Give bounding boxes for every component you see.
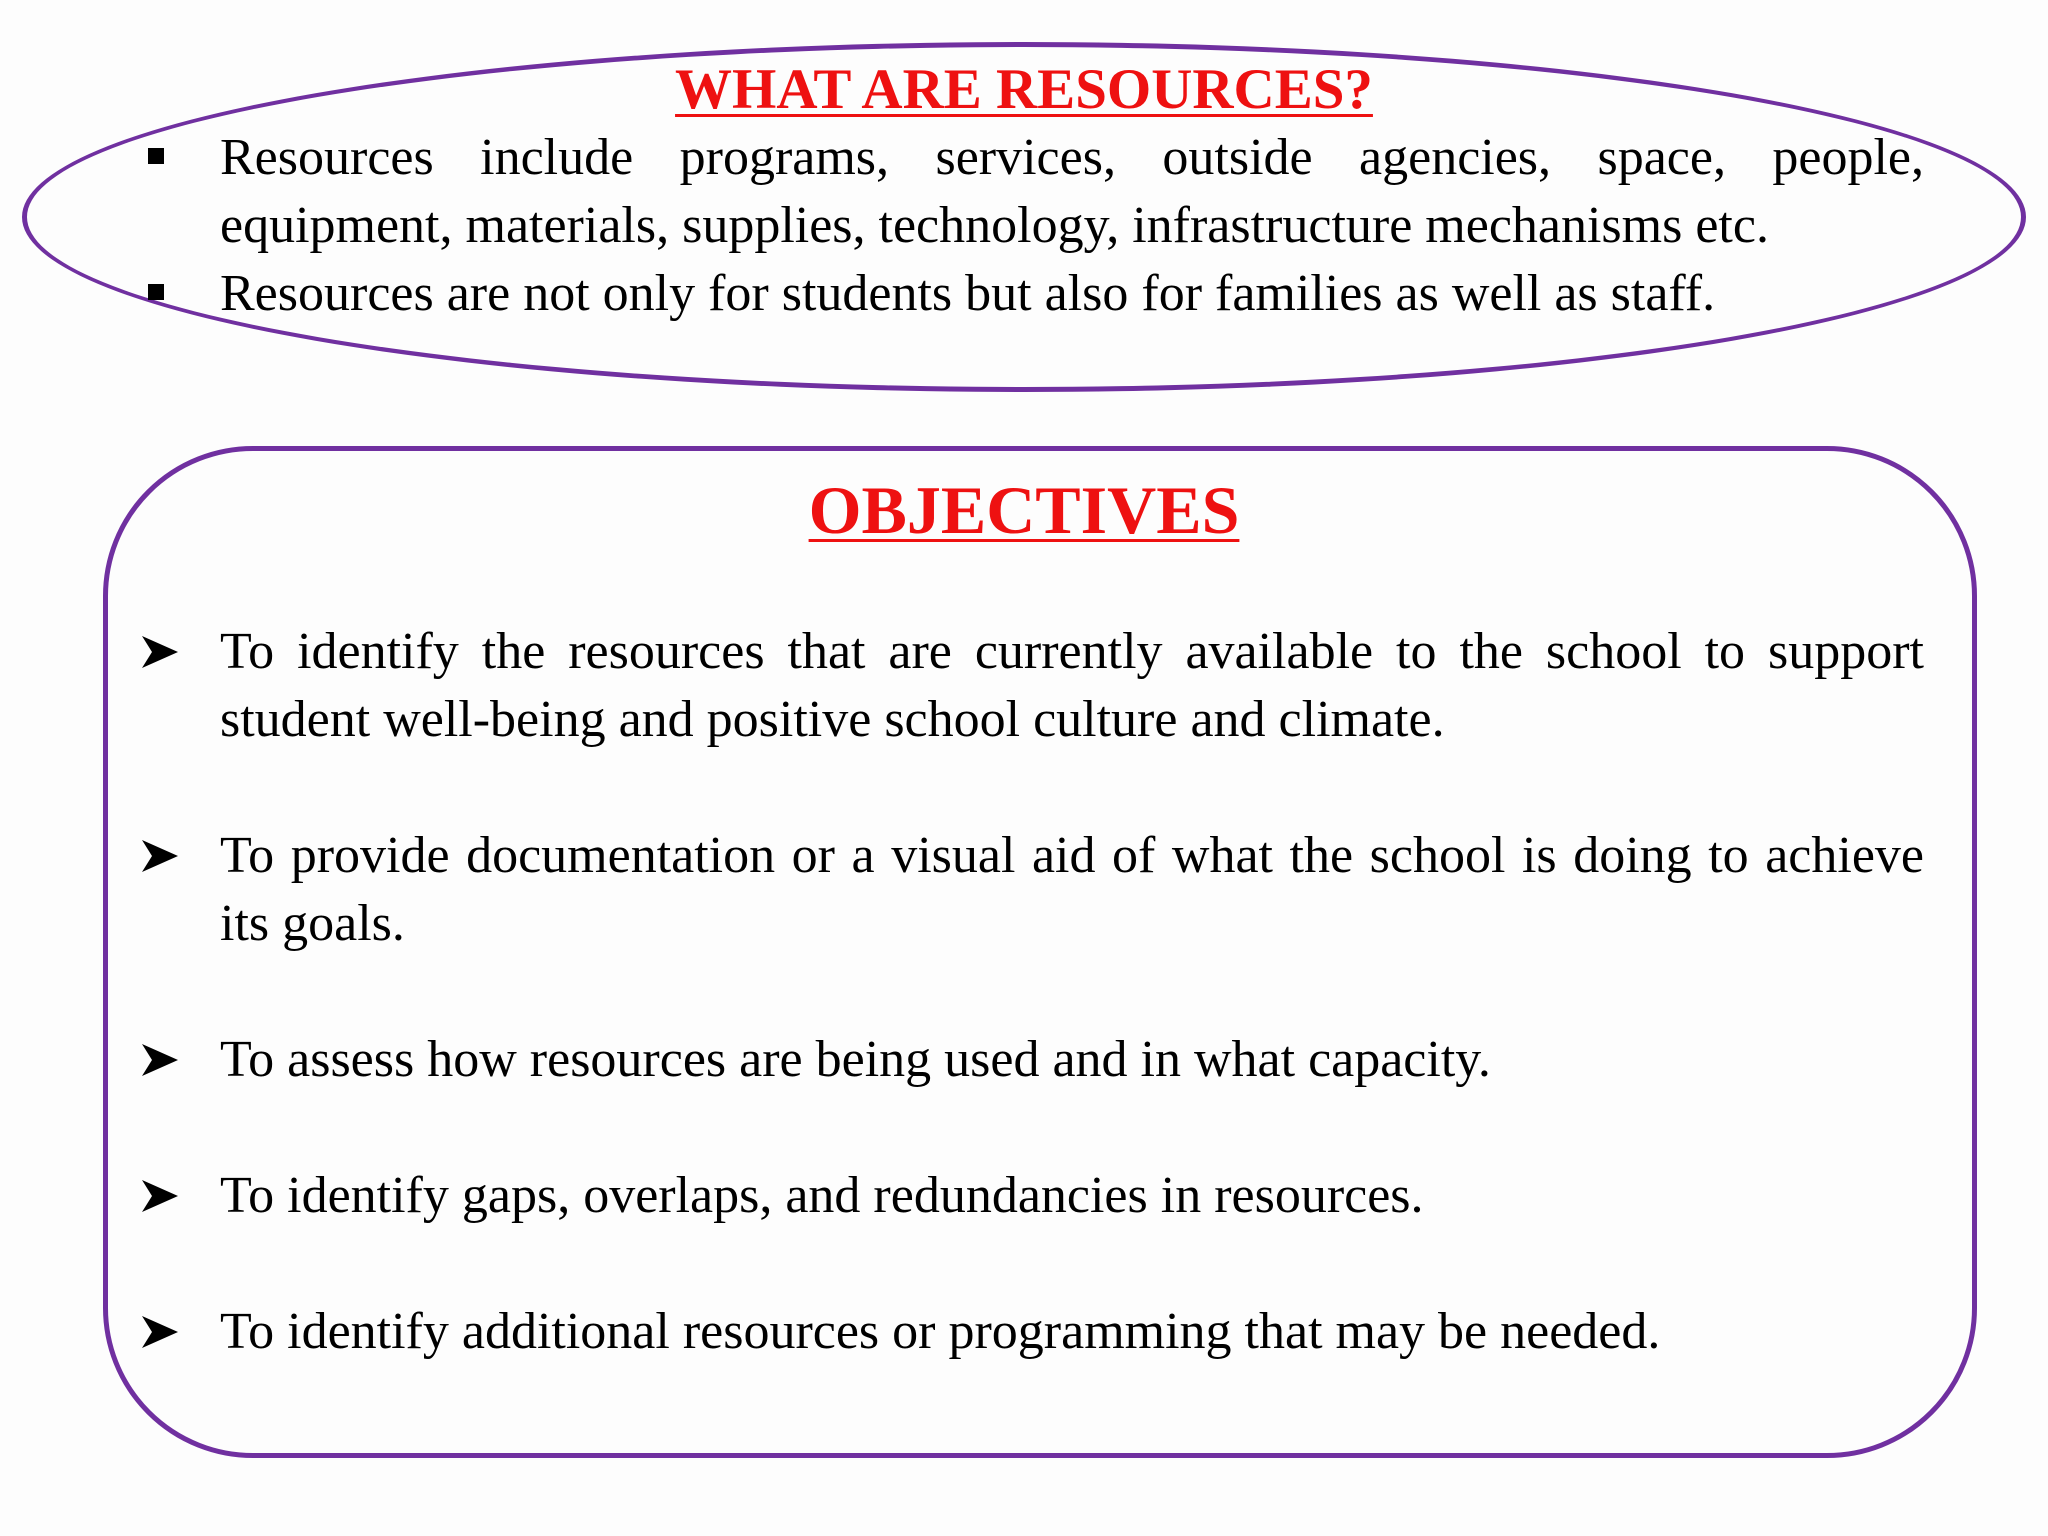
- resources-list-item: [140, 260, 1924, 328]
- square-bullet-icon: [148, 148, 164, 164]
- objective-list-item: [140, 1162, 1924, 1230]
- resources-list-item: [140, 124, 1924, 260]
- arrow-bullet-icon: [140, 1176, 180, 1216]
- objectives-list: [140, 618, 1924, 1366]
- resources-title: WHAT ARE RESOURCES?: [675, 58, 1373, 121]
- objective-list-item: [140, 1026, 1924, 1094]
- objective-item-text: To provide documentation or a visual aid of what the school is doing to achieve its goals.: [220, 827, 1924, 952]
- objective-item-text: To identify additional resources or programming that may be needed.: [220, 1303, 1661, 1360]
- objective-item-text: To identify gaps, overlaps, and redundancies in resources.: [220, 1167, 1424, 1224]
- objective-list-item: [140, 822, 1924, 958]
- objective-item-text: To assess how resources are being used and in what capacity.: [220, 1031, 1491, 1088]
- resources-list: [140, 124, 1924, 328]
- objective-list-item: [140, 1298, 1924, 1366]
- objective-list-item: [140, 618, 1924, 754]
- arrow-bullet-icon: [140, 1312, 180, 1352]
- arrow-bullet-icon: [140, 836, 180, 876]
- arrow-bullet-icon: [140, 1040, 180, 1080]
- resources-item-text: Resources include programs, services, outside agencies, space, people, equipment, materials, supplies, technology, infrastructure mechanisms etc.: [220, 129, 1924, 254]
- objectives-title: OBJECTIVES: [808, 472, 1240, 548]
- objective-item-text: To identify the resources that are currently available to the school to support student well-being and positive school culture and climate.: [220, 623, 1924, 748]
- arrow-bullet-icon: [140, 632, 180, 672]
- square-bullet-icon: [148, 284, 164, 300]
- resources-item-text: Resources are not only for students but also for families as well as staff.: [220, 265, 1716, 322]
